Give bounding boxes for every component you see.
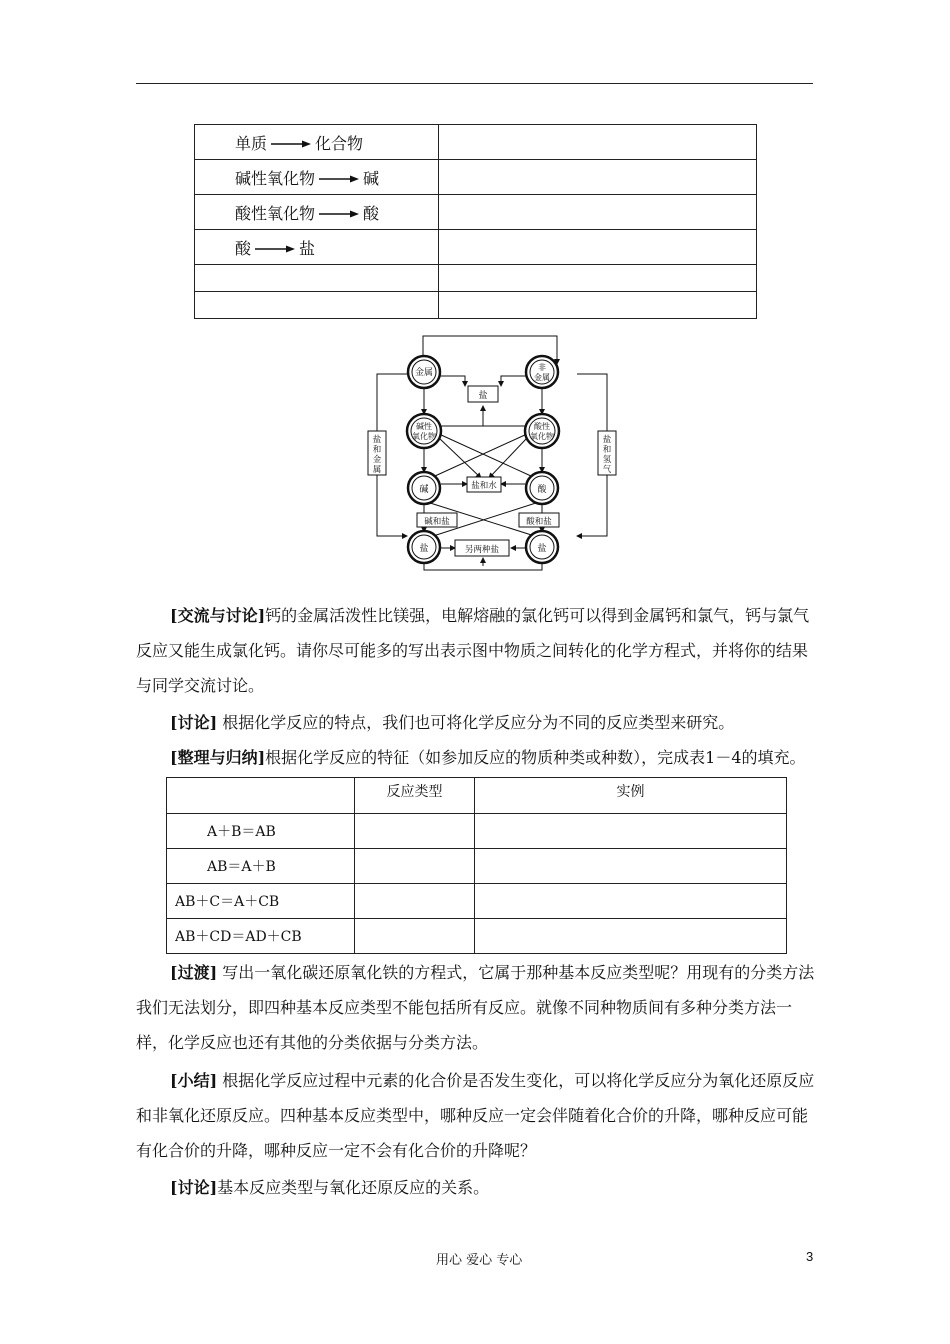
salt-left-node: [408, 531, 440, 563]
salt-and-metal-char: 和: [372, 445, 382, 455]
table-row: [167, 884, 787, 919]
acidic-oxide-label-1: 酸性: [534, 422, 550, 431]
salt-and-metal-box: [368, 431, 386, 475]
two-other-salts-box: [455, 540, 509, 556]
to-label: 酸: [363, 203, 380, 223]
table-cell: [355, 884, 475, 919]
nonmetal-node: [526, 356, 558, 388]
header-cell: [167, 778, 355, 814]
arrow-icon: [319, 209, 359, 219]
paragraph-text: 写出一氧化碳还原氧化铁的方程式，它属于那种基本反应类型呢？用现有的分类方法我们无法划分，即四种基本反应类型不能包括所有反应。就像不同种物质间有多种分类方法一样，化学反应也还有其他的分类依据与分类方法。: [136, 963, 815, 1052]
table-cell: [195, 160, 439, 195]
table-cell: [195, 125, 439, 160]
tag: [过渡]: [170, 963, 218, 982]
equation-cell: AB＝A＋B: [167, 849, 355, 884]
conversion-table: [194, 124, 757, 319]
salt-and-hydrogen-char: 气: [602, 465, 612, 475]
acid-and-salt-label: 酸和盐: [526, 517, 552, 527]
metal-node: [408, 356, 440, 388]
paragraph-text: 钙的金属活泼性比镁强，电解熔融的氯化钙可以得到金属钙和氯气，钙与氯气反应又能生成氯化钙。请你尽可能多的写出表示图中物质之间转化的化学方程式，并将你的结果与同学交流讨论。: [136, 606, 810, 695]
header-cell: 实例: [475, 778, 787, 814]
basic-oxide-label-2: 氧化物: [412, 432, 436, 441]
paragraph-text: 根据化学反应的特点，我们也可将化学反应分为不同的反应类型来研究。: [217, 713, 735, 732]
acidic-oxide-node: [525, 414, 559, 448]
table-cell: [195, 292, 439, 319]
nonmetal-label-2: 金属: [534, 373, 550, 382]
table-cell: [439, 160, 757, 195]
table-cell: [355, 814, 475, 849]
base-label: 碱: [419, 485, 429, 495]
salt-and-water-box: [467, 477, 501, 492]
tag: [整理与归纳]: [170, 748, 266, 767]
from-label: 单质: [235, 133, 268, 153]
to-label: 盐: [299, 238, 316, 258]
salt-and-hydrogen-box: [598, 431, 616, 475]
to-label: 化合物: [315, 133, 364, 153]
table-cell: [439, 292, 757, 319]
table-header-row: [167, 778, 787, 814]
acid-node: [526, 472, 558, 504]
arrow-icon: [255, 244, 295, 254]
table-row: [167, 814, 787, 849]
paragraph-discussion: [136, 705, 816, 740]
from-label: 碱性氧化物: [235, 168, 316, 188]
metal-label: 金属: [414, 368, 434, 378]
tag: [讨论]: [170, 1178, 218, 1197]
arrow-icon: [271, 139, 311, 149]
table-row: [167, 919, 787, 954]
base-and-salt-label: 碱和盐: [424, 517, 450, 527]
paragraph-transition: [136, 955, 816, 1060]
from-label: 酸: [235, 238, 252, 258]
tag: [交流与讨论]: [170, 606, 266, 625]
table-row: [195, 195, 757, 230]
acidic-oxide-label-2: 氧化物: [530, 432, 554, 441]
page-number: 3: [806, 1249, 814, 1264]
salt-top-box: [468, 386, 498, 402]
table-row: [195, 265, 757, 292]
salt-and-metal-char: 属: [372, 465, 382, 475]
substance-conversion-diagram: [355, 326, 633, 576]
table-cell: [475, 849, 787, 884]
paragraph-final-discussion: [136, 1170, 816, 1205]
table-cell: [355, 849, 475, 884]
salt-right-node: [526, 531, 558, 563]
table-cell: [439, 230, 757, 265]
table-row: [195, 160, 757, 195]
paragraph-text: 根据化学反应过程中元素的化合价是否发生变化，可以将化学反应分为氧化还原反应和非氧化还原反应。四种基本反应类型中，哪种反应一定会伴随着化合价的升降，哪种反应可能有化合价的升降，哪种反应一定不会有化合价的升降呢？: [136, 1071, 815, 1160]
table-cell: [475, 919, 787, 954]
base-and-salt-box: [417, 513, 457, 527]
table-cell: [475, 814, 787, 849]
salt-and-water-label: 盐和水: [471, 481, 497, 491]
paragraph-summary: [136, 740, 836, 775]
table-cell: [439, 195, 757, 230]
salt-and-hydrogen-char: 和: [602, 445, 612, 455]
arrow-icon: [319, 174, 359, 184]
tag: [讨论]: [170, 713, 218, 732]
reaction-types-table: [166, 777, 787, 954]
table-cell: [475, 884, 787, 919]
equation-cell: A＋B＝AB: [167, 814, 355, 849]
two-other-salts-label: 另两种盐: [464, 545, 500, 555]
equation-cell: AB＋CD＝AD＋CB: [167, 919, 355, 954]
basic-oxide-node: [407, 414, 441, 448]
basic-oxide-label-1: 碱性: [416, 422, 432, 431]
table-row: [167, 849, 787, 884]
salt-and-hydrogen-char: 盐: [602, 435, 612, 445]
header-cell: 反应类型: [355, 778, 475, 814]
nonmetal-label-1: 非: [538, 363, 546, 372]
base-node: [408, 472, 440, 504]
table-row: [195, 125, 757, 160]
table-cell: [195, 265, 439, 292]
to-label: 碱: [363, 168, 380, 188]
table-cell: [439, 265, 757, 292]
table-cell: [439, 125, 757, 160]
salt-and-metal-char: 盐: [372, 435, 382, 445]
paragraph-exchange-discussion: [136, 598, 816, 703]
table-row: [195, 230, 757, 265]
table-cell: [195, 230, 439, 265]
paragraph-text: 根据化学反应的特征（如参加反应的物质种类或种数），完成表1－4的填充。: [265, 748, 806, 767]
header-rule: [136, 83, 813, 84]
paragraph-text: 基本反应类型与氧化还原反应的关系。: [217, 1178, 490, 1197]
salt-and-metal-char: 金: [372, 455, 382, 465]
salt-right-label: 盐: [537, 544, 547, 554]
acid-and-salt-box: [519, 513, 559, 527]
salt-left-label: 盐: [419, 544, 429, 554]
table-cell: [355, 919, 475, 954]
salt-and-hydrogen-char: 氢: [602, 455, 612, 465]
tag: [小结]: [170, 1071, 218, 1090]
from-label: 酸性氧化物: [235, 203, 316, 223]
acid-label: 酸: [537, 485, 547, 495]
table-cell: [195, 195, 439, 230]
equation-cell: AB＋C＝A＋CB: [167, 884, 355, 919]
footer-motto: 用心 爱心 专心: [436, 1253, 523, 1268]
paragraph-conclusion: [136, 1063, 816, 1168]
salt-top-label: 盐: [478, 391, 488, 401]
table-row: [195, 292, 757, 319]
